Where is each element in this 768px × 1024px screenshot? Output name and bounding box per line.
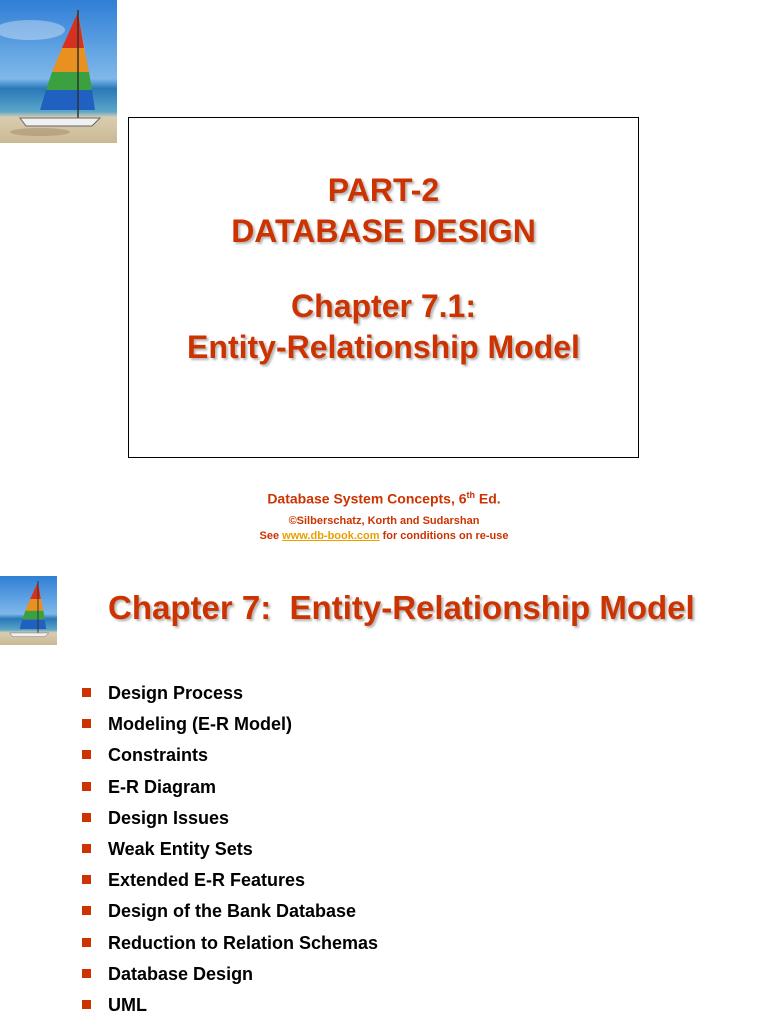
list-item xyxy=(80,897,378,928)
book-credit-sup: th xyxy=(466,490,476,500)
book-credit xyxy=(0,486,768,508)
book-credit-suffix: Ed. xyxy=(475,490,501,507)
list-item-label: Weak Entity Sets xyxy=(108,838,253,859)
title-box xyxy=(128,117,639,458)
list-item xyxy=(80,866,378,897)
sailboat-logo-icon xyxy=(0,0,117,143)
square-bullet-icon xyxy=(82,1000,91,1009)
part-subtitle: DATABASE DESIGN xyxy=(231,213,536,249)
list-item-label: Design Process xyxy=(108,683,244,703)
square-bullet-icon xyxy=(82,938,91,947)
topic-list xyxy=(80,679,378,1022)
list-item-label: UML xyxy=(108,994,147,1015)
square-bullet-icon xyxy=(82,875,91,884)
square-bullet-icon xyxy=(82,969,91,978)
list-item xyxy=(80,679,378,710)
square-bullet-icon xyxy=(82,719,91,728)
square-bullet-icon xyxy=(82,750,91,759)
list-item-label: Database Design xyxy=(108,963,254,984)
reuse-prefix: See xyxy=(259,530,283,542)
reuse-suffix: for conditions on re-use xyxy=(379,530,509,542)
square-bullet-icon xyxy=(82,906,91,915)
reuse-note xyxy=(0,529,768,543)
list-item-label: Design Issues xyxy=(108,807,230,828)
chapter-number: Chapter 7.1: xyxy=(291,288,476,324)
chapter-heading: Chapter 7: Entity-Relationship Model xyxy=(108,589,695,626)
list-item xyxy=(80,929,378,960)
db-book-link[interactable]: www.db-book.com xyxy=(282,530,380,542)
square-bullet-icon xyxy=(82,813,91,822)
list-item-label: Modeling (E-R Model) xyxy=(108,714,292,735)
list-item-label: Design of the Bank Database xyxy=(108,901,357,922)
part-title: PART-2 xyxy=(327,172,440,208)
list-item xyxy=(80,804,378,835)
sailboat-logo-icon xyxy=(0,576,57,645)
book-credit-text: Database System Concepts, 6 xyxy=(267,490,467,507)
square-bullet-icon xyxy=(82,688,91,697)
square-bullet-icon xyxy=(82,844,91,853)
list-item xyxy=(80,991,378,1022)
list-item-label: E-R Diagram xyxy=(108,776,217,797)
list-item xyxy=(80,710,378,741)
chapter-title: Entity-Relationship Model xyxy=(187,329,580,365)
list-item xyxy=(80,960,378,991)
list-item xyxy=(80,835,378,866)
list-item xyxy=(80,773,378,804)
list-item-label: Constraints xyxy=(108,745,209,766)
list-item-label: Extended E-R Features xyxy=(108,870,306,891)
copyright-credit: ©Silberschatz, Korth and Sudarshan xyxy=(288,515,480,527)
list-item xyxy=(80,741,378,772)
square-bullet-icon xyxy=(82,782,91,791)
list-item-label: Reduction to Relation Schemas xyxy=(108,932,379,953)
